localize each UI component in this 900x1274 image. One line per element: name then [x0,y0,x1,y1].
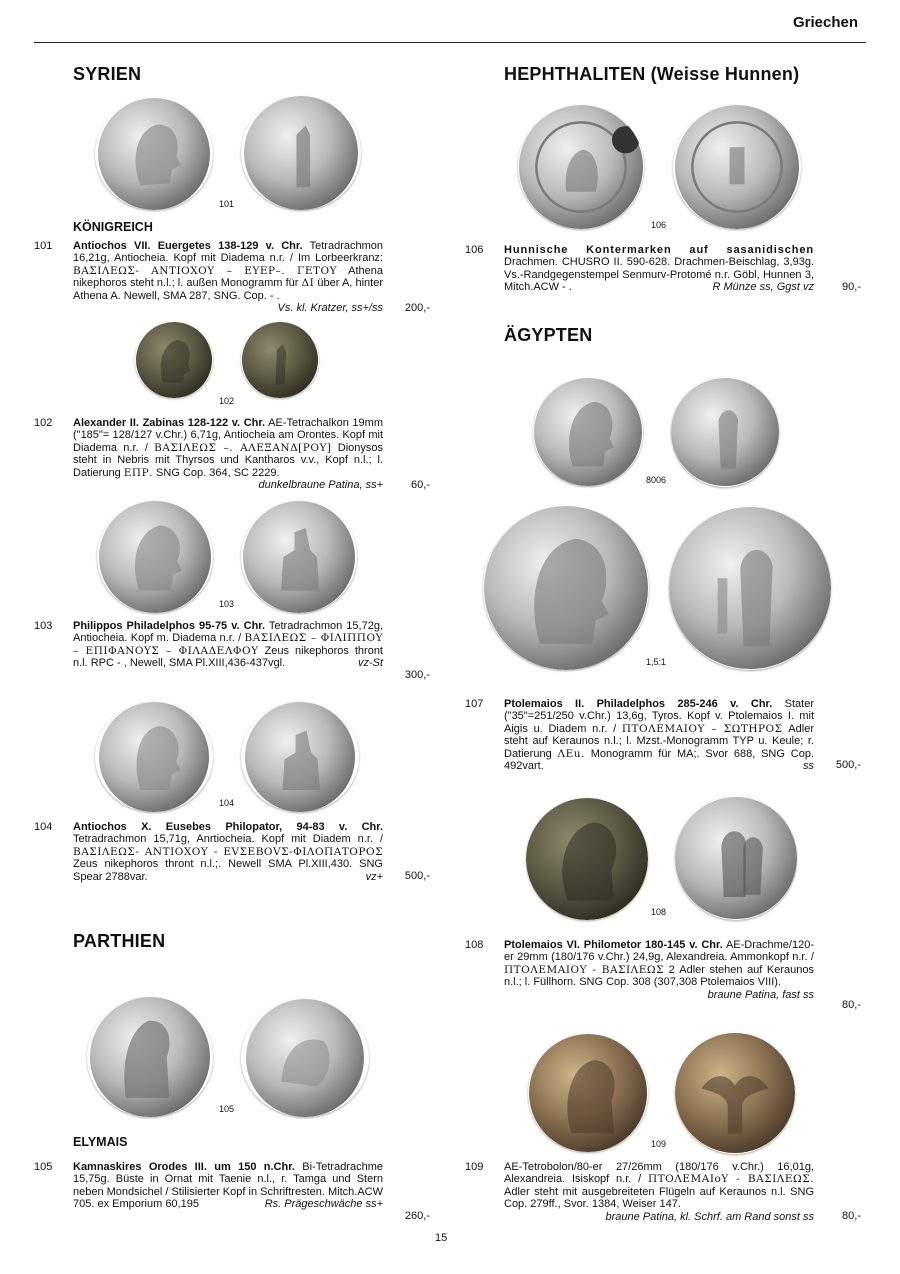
lot-number: 108 [465,939,484,951]
coin-obverse-image [526,798,648,920]
lot-price: 200,- [404,302,430,314]
lot-text: Monogramm für MA;. Svor 688, SNG Cop. 492vart. [504,747,814,773]
lot-condition: vz+ [365,870,383,883]
lot-price: 80,- [842,1210,861,1222]
lot-condition: R Münze ss, Ggst vz [712,281,814,294]
greek-legend: ΒΑΣΙΛΕΩΣ – ΦΙΛΙΠΠΟΥ – ΕΠΙΦΑΝΟΥΣ – ΦΙΛΑΔΕΛΦΟΥ [73,632,383,657]
lot-condition: Rs. Prägeschwäche ss+ [264,1198,383,1211]
coin-reverse-image [673,105,801,229]
photo-label: 103 [219,599,235,609]
photo-label: 105 [219,1104,235,1114]
photo-label: 101 [219,199,235,209]
coin-reverse-image [241,999,369,1117]
coin-reverse-image [241,96,361,210]
section-title-parthien: PARTHIEN [73,931,166,951]
coin-reverse-image [671,377,779,487]
lot-text: über A, hinter Athena A. Newell, SMA 287, SNG. Cop. - . [73,277,383,302]
lot-text: Adler steht mit ausgebreiteten Flügeln auf Keraunos n.l. SNG Cop. 279ff., Svor. 1384, Weiser 147. [504,1185,814,1211]
photo-label: 109 [651,1139,667,1149]
lot-description [504,698,814,772]
page-header-title: Griechen [792,14,858,31]
greek-legend: ΒΑΣΙΛΕΩΣ –. ΑΛΕΞΑΝΔ[ΡΟΥ] [154,441,332,454]
lot-heading: Hunnische Kontermarken auf sasanidischen [504,244,814,256]
lot-description [73,417,383,491]
lot-number: 107 [465,698,484,710]
greek-legend: ΒΑΣΙΛΕΩΣ- ΑΝΤΙΟΧΟΥ - ΕVΣΕΒΟVΣ-ΦΙΛΟΠΑΤΟΡΟΣ [73,845,383,858]
coin-obverse-image [87,997,213,1117]
coin-reverse-image [241,501,357,613]
lot-text: Bi-Tetradrachme 15,75g. Büste in Ornat mit Taenie n.l., r. Tamga und Stern neben Mondsichel / Stilisierter Kopf in Schriftresten. Mitch.ACW 705. ex Emporium 60,195 [73,1161,383,1211]
header-divider [34,42,866,43]
coin-obverse-image [95,98,213,210]
lot-text: AE-Drachme/120-er 29mm (180/176 v.Chr.) 24,9g, Alexandreia. Ammonkopf n.r. / [504,939,815,964]
coin-reverse-image [675,1032,795,1154]
greek-legend: ΠΤΟΛΕΜΑΙοΥ - ΒΑΣΙΛΕΩΣ. [647,1173,815,1186]
lot-condition: dunkelbraune Patina, ss+ [258,479,383,492]
lot-number: 101 [34,240,53,252]
lot-number: 103 [34,620,53,632]
lot-text: Adler steht auf Keraunos n.l.; l. Mzst.-Monogramm TYP u. Keule; r. Datierung [504,722,814,760]
lot-heading: Ptolemaios VI. Philometor 180-145 v. Chr. [504,939,723,951]
lot-text: Tetradrachmon 16,21g, Antiocheia. Kopf mit Diadema n.r. / Im Lorbeerkranz: [73,240,383,265]
coin-reverse-enlarged-image [669,506,831,670]
lot-text: 2 Adler stehen auf Keraunos n.l.; l. Füllhorn. SNG Cop. 308 (307,308 Ptolemaios VIII). [504,963,814,989]
lot-heading: Kamnaskires Orodes III. um 150 n.Chr. [73,1161,295,1173]
lot-number: 104 [34,821,53,833]
subsection-title-koenigreich: KÖNIGREICH [73,220,153,234]
lot-description [504,1161,814,1223]
lot-heading: Philippos Philadelphos 95-75 v. Chr. [73,620,266,632]
greek-legend: ΠΤΟΛΕΜΑΙΟΥ – ΣΩΤΗΡΟΣ [621,722,783,735]
lot-text: Zeus nikephoros thront n.l.;. Newell SMA Pl.XIII,430. SNG Spear 2788var. [73,858,383,883]
lot-heading: Antiochos X. Eusebes Philopator, 94-83 v. Chr. [73,821,383,833]
lot-text: Dionysos steht in Nebris mit Thyrsos und Kantharos v.v., Kopf n.l.; l. Datierung [73,441,383,479]
lot-condition: braune Patina, kl. Schrf. am Rand sonst ss [605,1210,814,1223]
section-title-aegypten: ÄGYPTEN [504,325,593,345]
photo-label: 8006 [646,475,667,485]
lot-heading: Ptolemaios II. Philadelphos 285-246 v. Chr. [504,698,773,710]
subsection-title-elymais: ELYMAIS [73,1135,128,1149]
lot-price: 90,- [842,281,861,293]
lot-text: Drachmen. CHUSRO II. 590-628. Drachmen-Beischlag, 3,93g. Vs.-Randgegenstempel Senmurv-Protomé n.r. Göbl, Hunnen 3, Mitch.ACW - . [504,256,814,294]
lot-text: Stater ("35"=251/250 v.Chr.) 13,6g, Tyros. Kopf v. Ptolemaios I. mit Aigis u. Diadem n.r. / [504,698,814,735]
lot-price: 80,- [842,999,861,1011]
photo-label: 102 [219,396,235,406]
lot-heading: Alexander II. Zabinas 128-122 v. Chr. [73,417,266,429]
coin-reverse-image [241,702,359,812]
lot-number: 105 [34,1161,53,1173]
coin-reverse-image [675,796,797,920]
lot-condition: braune Patina, fast ss [707,988,814,1001]
lot-number: 102 [34,417,53,429]
greek-legend: ΔΙ [301,277,315,290]
coin-reverse-image [241,322,319,398]
lot-price: 300,- [404,669,430,681]
greek-legend: ΠΤΟΛΕΜΑΙΟΥ - ΒΑΣΙΛΕΩΣ [504,963,665,976]
section-title-syrien: SYRIEN [73,64,142,84]
lot-price: 500,- [835,759,861,771]
photo-label: 106 [651,220,667,230]
section-title-hephthaliten: HEPHTHALITEN (Weisse Hunnen) [504,64,800,84]
coin-obverse-image [95,702,213,812]
page-number: 15 [435,1232,448,1244]
lot-text: Zeus nikephoros thront n.l. RPC - , Newell, SMA Pl.XIII,436-437vgl. [73,644,383,670]
lot-text: SNG Cop. 364, SC 2229. [153,466,280,479]
photo-label: 1,5:1 [646,657,667,667]
coin-obverse-image [97,501,213,613]
lot-description [73,240,383,314]
coin-obverse-enlarged-image [483,506,649,670]
lot-text: Athena nikephoros steht n.l.; l. außen Monogramm für [73,264,383,290]
lot-price: 60,- [411,479,430,491]
lot-condition: vz-St [357,657,383,670]
greek-legend: ΛΕu. [557,747,585,760]
lot-price: 260,- [404,1210,430,1222]
photo-label: 104 [219,798,235,808]
greek-legend: ΒΑΣΙΛΕΩΣ- ΑΝΤΙΟΧΟΥ – ΕΥΕΡ–. ΓΕΤΟΥ [73,264,338,277]
lot-text: Tetradrachmon 15,72g, Antiocheia. Kopf m. Diadema n.r. / [73,620,383,645]
lot-description [73,620,383,670]
lot-description [73,821,383,883]
photo-label: 108 [651,907,667,917]
coin-obverse-image [135,322,213,398]
lot-description [73,1161,383,1211]
lot-description [504,244,814,294]
lot-text: AE-Tetrachalkon 19mm ("185"= 128/127 v.Chr.) 6,71g, Antiocheia am Orontes. Kopf mit Diadema n.r. / [73,417,383,454]
lot-description [504,939,814,1001]
lot-number: 106 [465,244,484,256]
lot-text: Tetradrachmon 15,71g, Anrtiocheia. Kopf mit Diadem n.r. / [73,833,383,846]
lot-text: AE-Tetrobolon/80-er 27/26mm (180/176 v.Chr.) 16,01g, Alexandreia. Isiskopf n.r. / [504,1161,814,1186]
coin-obverse-image [518,105,644,229]
coin-obverse-image [533,378,643,486]
greek-legend: ΕΠΡ. [123,466,153,479]
lot-number: 109 [465,1161,484,1173]
lot-condition: ss [803,760,814,773]
lot-condition: Vs. kl. Kratzer, ss+/ss [277,302,383,315]
lot-heading: Antiochos VII. Euergetes 138-129 v. Chr. [73,240,303,252]
lot-price: 500,- [404,870,430,882]
coin-obverse-image [528,1034,648,1152]
